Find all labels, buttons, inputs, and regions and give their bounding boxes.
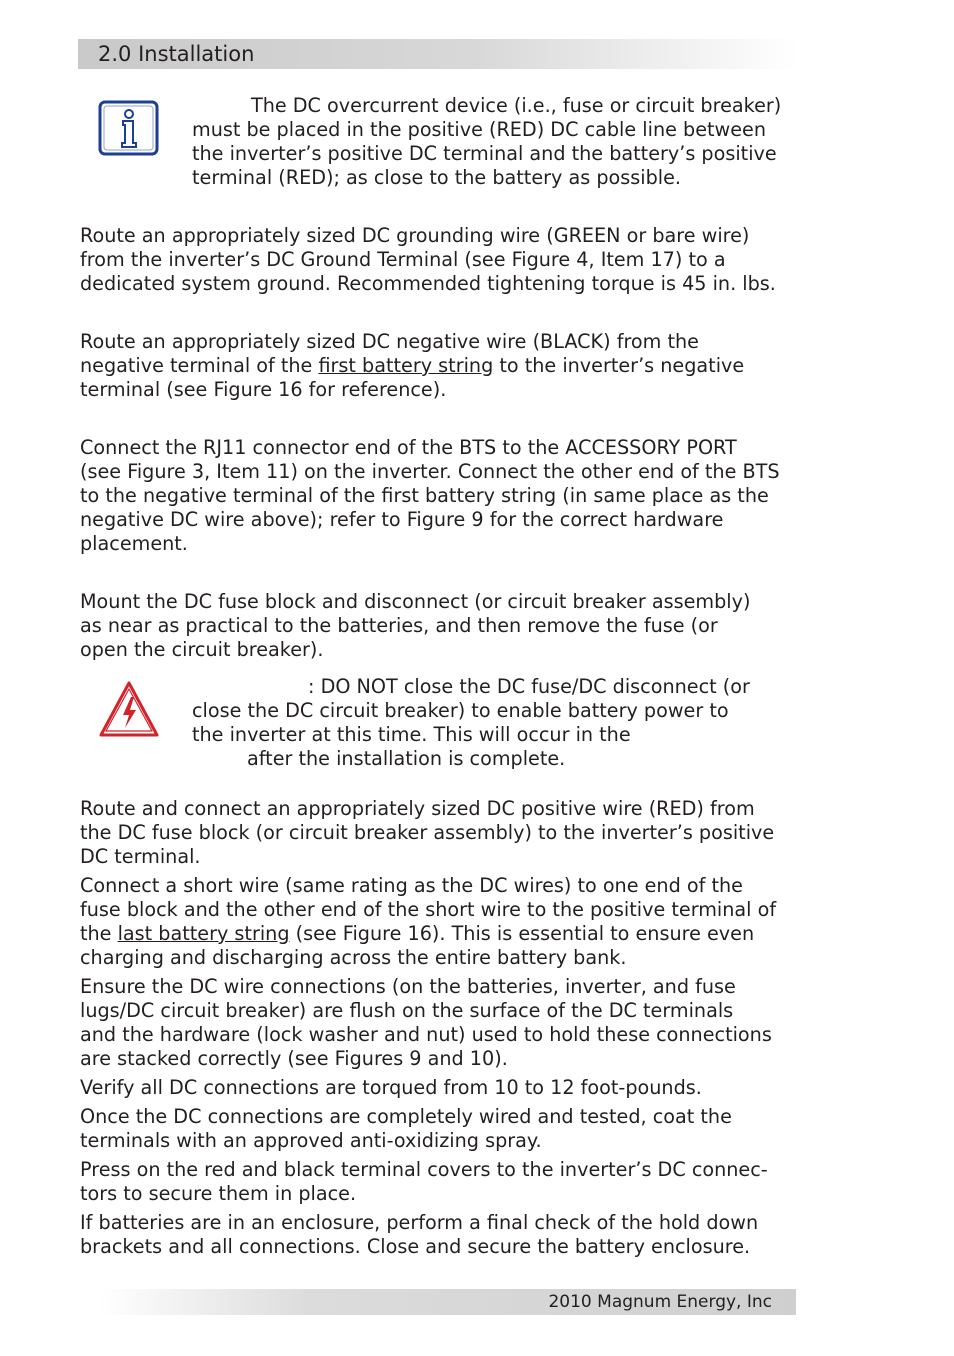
info-note-line: the inverter’s positive DC terminal and the battery’s positive — [192, 142, 777, 165]
paragraph-line: Route an appropriately sized DC negative wire (BLACK) from the — [80, 330, 699, 353]
paragraph-line — [80, 922, 800, 946]
paragraph-line: Route an appropriately sized DC grounding wire (GREEN or bare wire) — [80, 224, 750, 247]
paragraph-positive-wire — [80, 797, 800, 869]
section-title: 2.0 Installation — [98, 42, 255, 66]
paragraph-line: dedicated system ground. Recommended tightening torque is 45 in. lbs. — [80, 272, 776, 295]
paragraph-line: Route and connect an appropriately sized DC positive wire (RED) from — [80, 797, 755, 820]
paragraph-fuse-block — [80, 590, 800, 662]
paragraph-line: placement. — [80, 532, 188, 555]
paragraph-line: Mount the DC fuse block and disconnect (or circuit breaker assembly) — [80, 590, 751, 613]
paragraph-line: Once the DC connections are completely wired and tested, coat the — [80, 1105, 732, 1128]
warning-note-line: after the installation is complete. — [247, 747, 566, 770]
text-run: negative terminal of the — [80, 354, 319, 377]
paragraph-line: terminal (see Figure 16 for reference). — [80, 378, 447, 401]
paragraph-line — [80, 354, 800, 378]
warning-note-line: : DO NOT close the DC fuse/DC disconnect (or — [308, 675, 750, 698]
paragraph-line: Connect a short wire (same rating as the DC wires) to one end of the — [80, 874, 743, 897]
paragraph-coat-terminals — [80, 1105, 800, 1153]
text-run: the — [80, 922, 118, 945]
info-icon — [98, 100, 160, 156]
paragraph-line: brackets and all connections. Close and secure the battery enclosure. — [80, 1235, 751, 1258]
first-battery-string-term: first battery string — [318, 354, 494, 377]
paragraph-ground-wire — [80, 224, 800, 296]
paragraph-line: If batteries are in an enclosure, perform a final check of the hold down — [80, 1211, 759, 1234]
paragraph-torque — [80, 1076, 800, 1100]
paragraph-line: the DC fuse block (or circuit breaker assembly) to the inverter’s positive — [80, 821, 775, 844]
info-note-line: The DC overcurrent device (i.e., fuse or circuit breaker) — [251, 94, 782, 117]
info-note-line: terminal (RED); as close to the battery as possible. — [192, 166, 681, 189]
info-note-line: must be placed in the positive (RED) DC cable line between — [192, 118, 766, 141]
paragraph-line: open the circuit breaker). — [80, 638, 324, 661]
high-voltage-warning-icon — [98, 680, 160, 738]
paragraph-line: from the inverter’s DC Ground Terminal (see Figure 4, Item 17) to a — [80, 248, 726, 271]
paragraph-line: are stacked correctly (see Figures 9 and 10). — [80, 1047, 508, 1070]
text-run: (see Figure 16). This is essential to ensure even — [289, 922, 755, 945]
paragraph-enclosure — [80, 1211, 800, 1259]
paragraph-flush-connections — [80, 975, 800, 1071]
warning-note-line: the inverter at this time. This will occur in the — [192, 723, 631, 746]
paragraph-line: (see Figure 3, Item 11) on the inverter. Connect the other end of the BTS — [80, 460, 780, 483]
paragraph-line: DC terminal. — [80, 845, 201, 868]
section-header-bar — [78, 39, 798, 69]
paragraph-line: Press on the red and black terminal covers to the inverter’s DC connec- — [80, 1158, 768, 1181]
warning-note — [192, 675, 802, 771]
paragraph-line: Verify all DC connections are torqued from 10 to 12 foot-pounds. — [80, 1076, 702, 1099]
paragraph-line: tors to secure them in place. — [80, 1182, 357, 1205]
paragraph-terminal-covers — [80, 1158, 800, 1206]
paragraph-line: and the hardware (lock washer and nut) used to hold these connections — [80, 1023, 772, 1046]
warning-note-line: close the DC circuit breaker) to enable battery power to — [192, 699, 729, 722]
last-battery-string-term: last battery string — [117, 922, 290, 945]
paragraph-line: as near as practical to the batteries, and then remove the fuse (or — [80, 614, 718, 637]
paragraph-line: negative DC wire above); refer to Figure 9 for the correct hardware — [80, 508, 724, 531]
paragraph-line: terminals with an approved anti-oxidizing spray. — [80, 1129, 542, 1152]
paragraph-line: Ensure the DC wire connections (on the batteries, inverter, and fuse — [80, 975, 736, 998]
footer-bar — [100, 1289, 796, 1315]
paragraph-line: to the negative terminal of the first battery string (in same place as the — [80, 484, 769, 507]
paragraph-bts — [80, 436, 800, 556]
info-note — [192, 94, 802, 190]
text-run: to the inverter’s negative — [493, 354, 745, 377]
footer-copyright: 2010 Magnum Energy, Inc — [548, 1292, 772, 1312]
paragraph-line: lugs/DC circuit breaker) are flush on the surface of the DC terminals — [80, 999, 734, 1022]
paragraph-line: charging and discharging across the entire battery bank. — [80, 946, 627, 969]
paragraph-line: fuse block and the other end of the short wire to the positive terminal of — [80, 898, 777, 921]
paragraph-line: Connect the RJ11 connector end of the BTS to the ACCESSORY PORT — [80, 436, 737, 459]
paragraph-negative-wire — [80, 330, 800, 402]
paragraph-short-wire — [80, 874, 800, 970]
